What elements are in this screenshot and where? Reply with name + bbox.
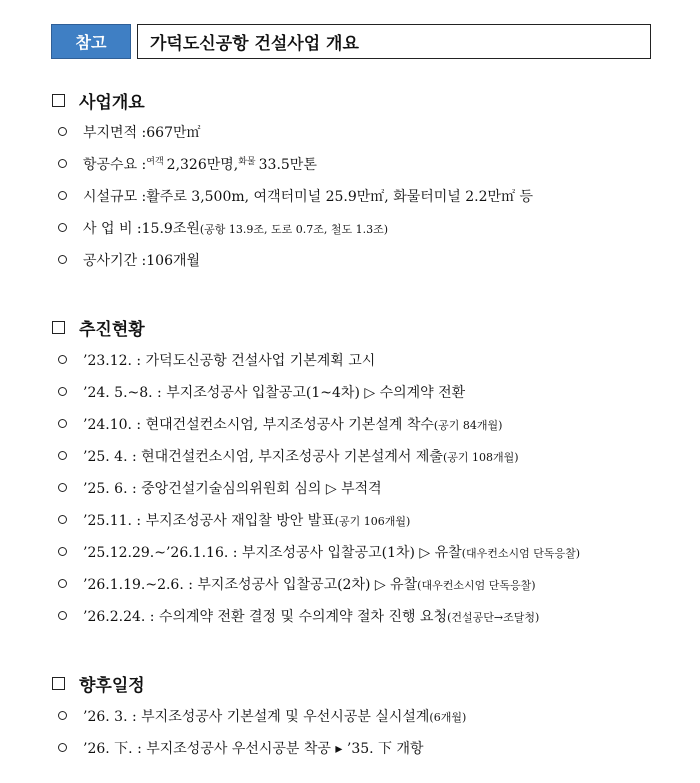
- overview-value: 33.5만톤: [258, 157, 317, 173]
- circle-bullet-icon: [58, 547, 67, 556]
- section-progress-title: 추진현황: [79, 320, 145, 340]
- circle-bullet-icon: [58, 255, 67, 264]
- progress-text: ’25.12.29.~’26.1.16. : 부지조성공사 입찰공고(1차) ▷ 유찰: [83, 545, 462, 561]
- schedule-item: [58, 706, 466, 726]
- overview-label: 부지면적 :: [83, 125, 147, 141]
- progress-note: (공기 84개월): [433, 419, 503, 432]
- progress-note: (공기 106개월): [334, 515, 411, 528]
- schedule-text: ’26. 3. : 부지조성공사 기본설계 및 우선시공분 실시설계: [83, 709, 430, 725]
- progress-note: (대우컨소시엄 단독응찰): [417, 579, 536, 592]
- progress-item: [58, 446, 519, 466]
- progress-text: ’25.11. : 부지조성공사 재입찰 방안 발표: [83, 513, 335, 529]
- progress-note: (대우컨소시엄 단독응찰): [461, 547, 581, 560]
- section-schedule-heading: [52, 671, 145, 696]
- section-overview-heading: [52, 88, 145, 113]
- overview-value: 15.9조원: [141, 221, 200, 237]
- progress-text: ’26.1.19.~2.6. : 부지조성공사 입찰공고(2차) ▷ 유찰: [83, 577, 418, 593]
- progress-text: ’25. 6. : 중앙건설기술심의위원회 심의 ▷ 부적격: [83, 481, 382, 497]
- overview-note: (공항 13.9조, 도로 0.7조, 철도 1.3조): [199, 223, 389, 236]
- circle-bullet-icon: [58, 223, 67, 232]
- overview-label: 공사기간 :: [83, 253, 147, 269]
- superscript-passenger: 여객: [146, 157, 164, 167]
- progress-item: [58, 350, 375, 370]
- circle-bullet-icon: [58, 159, 67, 168]
- checkbox-square-icon: [52, 677, 65, 690]
- overview-item-facility: [58, 186, 533, 206]
- overview-value: 활주로 3,500m, 여객터미널 25.9만㎡, 화물터미널 2.2만㎡ 등: [146, 189, 534, 205]
- circle-bullet-icon: [58, 387, 67, 396]
- overview-label: 사 업 비 :: [83, 221, 142, 237]
- circle-bullet-icon: [58, 191, 67, 200]
- schedule-note: (6개월): [429, 711, 467, 724]
- progress-note: (건설공단→조달청): [447, 611, 540, 624]
- progress-text: ’25. 4. : 현대건설컨소시엄, 부지조성공사 기본설계서 제출: [83, 449, 443, 465]
- checkbox-square-icon: [52, 94, 65, 107]
- circle-bullet-icon: [58, 579, 67, 588]
- circle-bullet-icon: [58, 515, 67, 524]
- progress-item: [58, 478, 382, 498]
- schedule-text: ’26. 下. : 부지조성공사 우선시공분 착공 ▸ ’35. 下 개항: [83, 741, 424, 757]
- progress-item: [58, 574, 536, 594]
- section-schedule-title: 향후일정: [79, 676, 145, 696]
- circle-bullet-icon: [58, 483, 67, 492]
- overview-value: 667만㎡: [146, 125, 201, 141]
- progress-note: (공기 108개월): [442, 451, 519, 464]
- circle-bullet-icon: [58, 711, 67, 720]
- progress-item: [58, 542, 580, 562]
- progress-text: ’23.12. : 가덕도신공항 건설사업 기본계획 고시: [83, 353, 376, 369]
- overview-label: 항공수요 :: [83, 157, 147, 173]
- page-title: 가덕도신공항 건설사업 개요: [137, 24, 651, 59]
- overview-item-period: [58, 250, 200, 270]
- circle-bullet-icon: [58, 419, 67, 428]
- overview-value: 106개월: [146, 253, 201, 269]
- circle-bullet-icon: [58, 451, 67, 460]
- overview-item-area: [58, 122, 201, 142]
- overview-item-demand: [58, 154, 317, 174]
- reference-tag: 참고: [51, 24, 131, 59]
- progress-text: ’24.10. : 현대건설컨소시엄, 부지조성공사 기본설계 착수: [83, 417, 434, 433]
- progress-item: [58, 606, 539, 626]
- progress-item: [58, 382, 465, 402]
- circle-bullet-icon: [58, 611, 67, 620]
- overview-item-cost: [58, 218, 388, 238]
- overview-value: 2,326만명,: [166, 157, 239, 173]
- progress-item: [58, 414, 502, 434]
- overview-label: 시설규모 :: [83, 189, 147, 205]
- section-overview-title: 사업개요: [79, 93, 145, 113]
- header-bar: [51, 24, 651, 59]
- schedule-item: [58, 738, 424, 758]
- circle-bullet-icon: [58, 127, 67, 136]
- superscript-cargo: 화물: [238, 157, 256, 167]
- circle-bullet-icon: [58, 355, 67, 364]
- section-progress-heading: [52, 315, 145, 340]
- progress-item: [58, 510, 410, 530]
- circle-bullet-icon: [58, 743, 67, 752]
- progress-text: ’24. 5.~8. : 부지조성공사 입찰공고(1~4차) ▷ 수의계약 전환: [83, 385, 466, 401]
- checkbox-square-icon: [52, 321, 65, 334]
- progress-text: ’26.2.24. : 수의계약 전환 결정 및 수의계약 절차 진행 요청: [83, 609, 448, 625]
